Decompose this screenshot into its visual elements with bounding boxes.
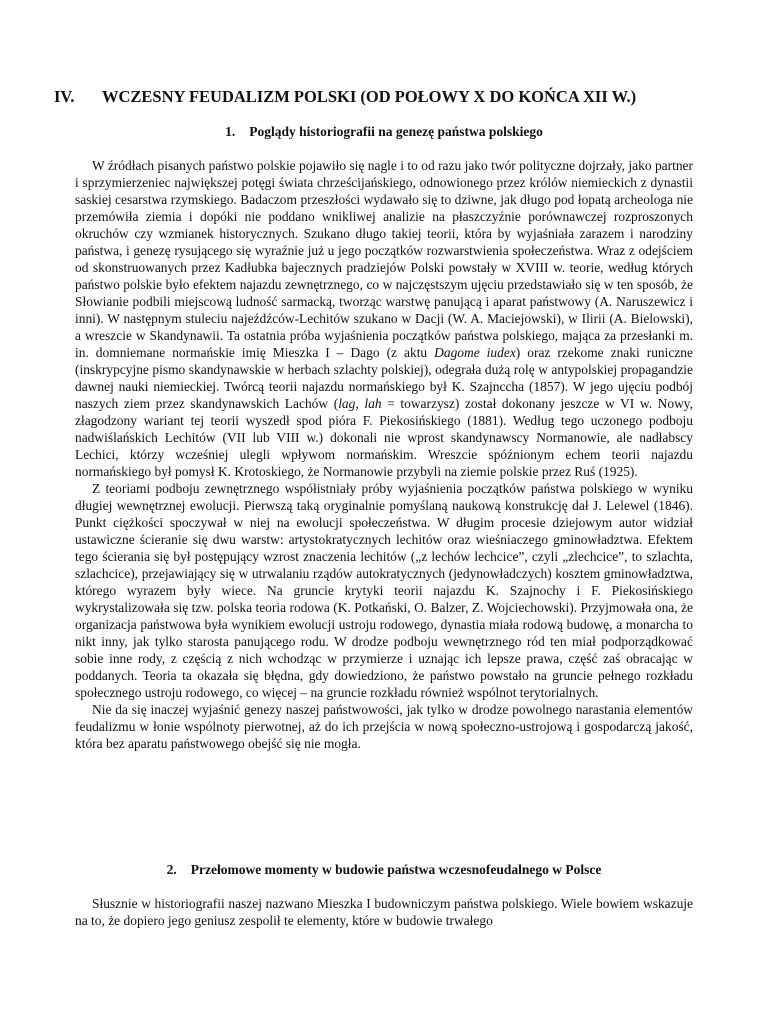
section-2-body <box>75 895 693 929</box>
chapter-heading <box>54 87 734 107</box>
paragraph-text: = towarzysz) został dokonany jeszcze w VI w. Nowy, złagodzony wariant tej teorii wyszedł spod pióra F. Piekosińskiego (1881). Według tego uczonego podboju nadwiślańskich Lechitów (VII lub VIII w.) dokonali nie wprost skandynawscy Normanowie, ale nadłabscy Lechici, którzy wcześniej ulegli wpływom normańskim. Wreszcie spóźnionym echem teorii najazdu normańskiego był pomysł K. Krotoskiego, że Normanowie przybyli na ziemie polskie przez Ruś (1925). <box>75 396 694 479</box>
section-number: 1. <box>225 124 236 139</box>
paragraph-text: W źródłach pisanych państwo polskie pojawiło się nagle i to od razu jako twór polityczne dojrzały, jako partner i sprzymierzeniec największej potęgi świata chrześcijańskiego, odnowionego przez królów niemieckich z dynastii saskiej cesarstwa rzymskiego. Badaczom przeszłości wydawało się to dziwne, jak długo pod łopatą archeologa nie przemówiła ziemia i dopóki nie poddano wnikliwej analizie na płaszczyźnie porównawczej rozproszonych okruchów czy wzmianek historycznych. Szukano długo takiej teorii, która by wyjaśniała zarazem i narodziny państwa, i genezę rysującego się wyraźnie już u jego początków rozwarstwienia społeczeństwa. Wraz z odejściem od skonstruowanych przez Kadłubka bajecznych pradziejów Polski powstały w XVIII w. teorie, według których państwo polskie było efektem najazdu zewnętrznego, co w najczęstszym ujęciu przedstawiało się w ten sposób, że Słowianie podbili miejscową ludność sarmacką, tworząc warstwę panującą i aparat państwowy (A. Naruszewicz i inni). W następnym stuleciu najeźdźców-Lechitów szukano w Dacji (W. A. Maciejowski), w Ilirii (A. Bielowski), a wreszcie w Skandynawii. Ta ostatnia próba wyjaśnienia początków państwa polskiego, mająca za przesłanki m. in. domniemane normańskie imię Mieszka I – Dago (z aktu <box>75 158 693 360</box>
chapter-number: IV. <box>54 87 75 106</box>
paragraph: Z teoriami podboju zewnętrznego współistniały próby wyjaśnienia początków państwa polskiego w wyniku długiej wewnętrznej ewolucji. Pierwszą taką oryginalnie pomyślaną naukową konstrukcję dał J. Lelewel (1846). Punkt ciężkości spoczywał w niej na ewolucji społeczeństwa. W długim procesie dziejowym autor widział ustawiczne ścieranie się dwu warstw: artystokratycznych lechitów oraz wieśniaczego gminowładztwa. Efektem tego ścierania się był postępujący wzrost znaczenia lechitów („z lechów lechcice”, czyli „zlechcice”, to szlachta, szlachcice), przejawiający się w utrwalaniu rządów autokratycznych (jedynowładczych) kosztem gminowładztwa, którego wyrazem były wiece. Na gruncie krytyki teorii najazdu K. Szajnochy i F. Piekosińskiego wykrystalizowała się tzw. polska teoria rodowa (K. Potkański, O. Balzer, Z. Wojciechowski). Przyjmowała ona, że organizacja państwowa była wynikiem ewolucji ustroju rodowego, dynastia miała rodową budowę, a monarcha to nikt inny, jak tylko starosta panującego rodu. W drodze podboju wewnętrznego ród ten miał podporządkować sobie inne rody, z częścią z nich wchodząc w przymierze i uznając ich lepsze prawa, część zaś obracając w poddanych. Teoria ta okazała się błędna, gdy dowiedziono, że państwo powstało na gruncie pełnego rozkładu społecznego ustroju rodowego, co więcej – na gruncie rozkładu również wspólnot terytorialnych. <box>75 481 693 700</box>
section-heading-2 <box>0 862 768 878</box>
section-title: Poglądy historiografii na genezę państwa polskiego <box>249 124 543 139</box>
section-1-body <box>75 157 693 752</box>
paragraph: Słusznie w historiografii naszej nazwano Mieszka I budowniczym państwa polskiego. Wiele bowiem wskazuje na to, że dopiero jego geniusz zespolił te elementy, które w budowie trwałego <box>75 896 693 928</box>
section-title: Przełomowe momenty w budowie państwa wczesnofeudalnego w Polsce <box>190 862 602 877</box>
paragraph <box>75 157 693 480</box>
paragraph: Nie da się inaczej wyjaśnić genezy naszej państwowości, jak tylko w drodze powolnego narastania elementów feudalizmu w łonie wspólnoty pierwotnej, aż do ich przejścia w nową społeczno-ustrojową i gospodarczą jakość, która bez aparatu państwowego obejść się nie mogła. <box>75 702 693 751</box>
paragraph-text: ) oraz rzekome znaki runiczne (inskrypcyjne pismo skandynawskie w herbach szlachty polskiej), odegrała dużą rolę w antypolskiej propagandzie dawnej nauki niemieckiej. Twórcą teorii najazdu normańskiego był K. Szajnccha (1857). W jego ujęciu podbój naszych ziem przez skandynawskich Lachów ( <box>75 345 693 411</box>
section-heading-1 <box>0 124 768 140</box>
italic-term: Dagome iudex <box>434 345 516 360</box>
section-number: 2. <box>166 862 177 877</box>
chapter-title: WCZESNY FEUDALIZM POLSKI (OD POŁOWY X DO KOŃCA XII W.) <box>102 87 637 106</box>
italic-term: lag, lah <box>338 396 382 411</box>
